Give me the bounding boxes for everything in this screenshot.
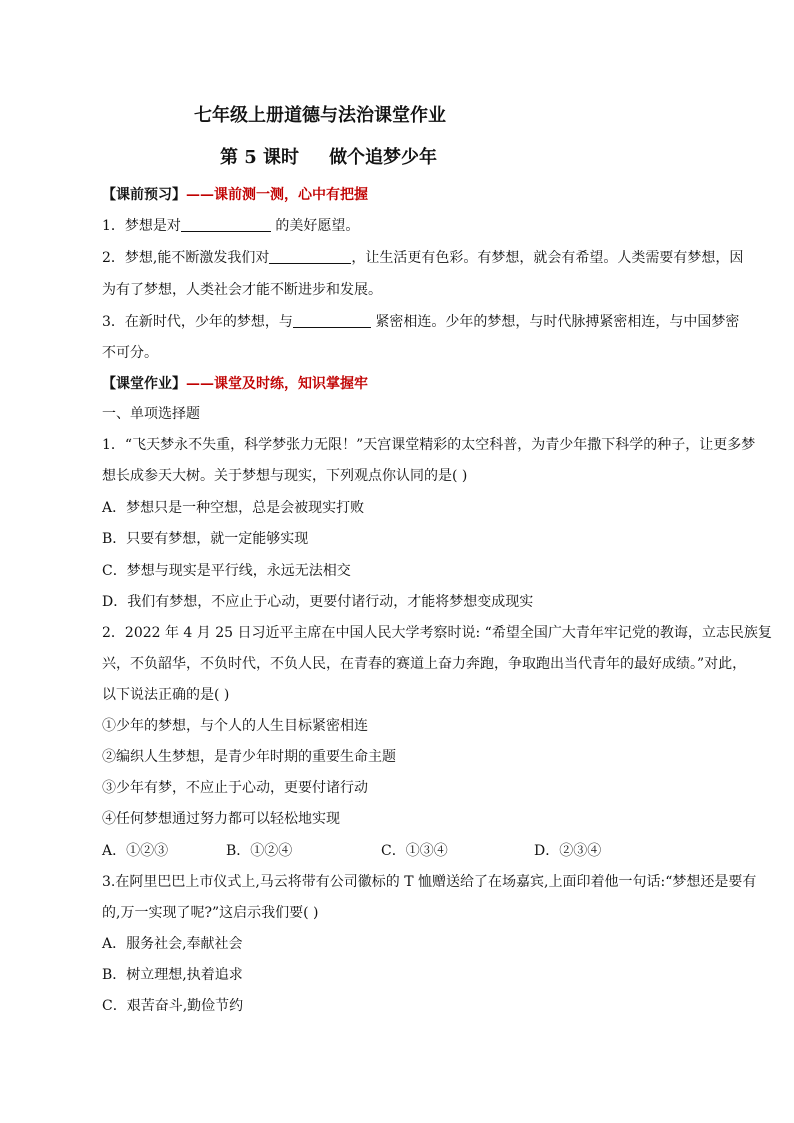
q2-option-b[interactable]: B．①②④ (226, 843, 293, 859)
preview-q3-text-cont: 紧密相连。少年的梦想，与时代脉搏紧密相连，与中国梦密 (370, 314, 740, 330)
q2-statement-3: ③少年有梦，不应止于心动，更要付诸行动 (102, 780, 368, 796)
q1-stem-line1: 1．“飞天梦永不失重，科学梦张力无限！”天宫课堂精彩的太空科普，为青少年撒下科学的种子，让更多梦 (102, 437, 756, 453)
q3-option-c[interactable]: C．艰苦奋斗,勤俭节约 (102, 998, 244, 1014)
preview-q1-text-end: 的美好愿望。 (270, 218, 360, 234)
preview-question-1 (102, 216, 359, 236)
preview-question-2-line1 (102, 248, 743, 268)
q3-option-a[interactable]: A．服务社会,奉献社会 (102, 936, 243, 952)
q1-option-a[interactable]: A．梦想只是一种空想，总是会被现实打败 (102, 500, 365, 516)
q2-stem-line2: 兴，不负韶华，不负时代，不负人民，在青春的赛道上奋力奔跑，争取跑出当代青年的最好成绩。”对此， (102, 656, 747, 672)
preview-q3-text: 3．在新时代，少年的梦想，与 (102, 314, 293, 330)
q2-options-row (102, 841, 662, 861)
q1-option-b[interactable]: B．只要有梦想，就一定能够实现 (102, 531, 309, 547)
preview-q3-blank[interactable] (293, 312, 371, 328)
preview-question-3-line1 (102, 312, 739, 332)
q2-stem-line3: 以下说法正确的是( ) (102, 687, 230, 703)
preview-heading-label: 【课前预习】 (102, 187, 186, 203)
classwork-subheading: ——课堂及时练，知识掌握牢 (186, 376, 368, 392)
preview-question-2-line2: 为有了梦想，人类社会才能不断进步和发展。 (102, 282, 382, 298)
preview-subheading: ——课前测一测，心中有把握 (186, 187, 368, 203)
q3-stem-line1: 3.在阿里巴巴上市仪式上,马云将带有公司徽标的 T 恤赠送给了在场嘉宾,上面印着他一句话:“梦想还是要有 (102, 874, 757, 890)
preview-q1-text: 1．梦想是对 (102, 218, 181, 234)
preview-q1-blank[interactable] (181, 216, 271, 232)
preview-q2-blank[interactable] (269, 248, 351, 264)
q2-option-a[interactable]: A．①②③ (102, 843, 169, 859)
q2-statement-2: ②编织人生梦想，是青少年时期的重要生命主题 (102, 749, 396, 765)
q1-option-d[interactable]: D．我们有梦想，不应止于心动，更要付诸行动，才能将梦想变成现实 (102, 594, 534, 610)
q2-option-c[interactable]: C．①③④ (381, 843, 448, 859)
q2-statement-4: ④任何梦想通过努力都可以轻松地实现 (102, 811, 340, 827)
preview-q2-text-cont: ，让生活更有色彩。有梦想，就会有希望。人类需要有梦想，因 (351, 250, 744, 266)
preview-question-3-line2: 不可分。 (102, 345, 158, 361)
document-title: 七年级上册道德与法治课堂作业 (194, 105, 446, 126)
q2-option-d[interactable]: D．②③④ (534, 843, 602, 859)
q1-stem-line2: 想长成参天大树。关于梦想与现实，下列观点你认同的是( ) (102, 468, 468, 484)
q1-option-c[interactable]: C．梦想与现实是平行线，永远无法相交 (102, 563, 351, 579)
classwork-heading-label: 【课堂作业】 (102, 376, 186, 392)
preview-q2-text: 2．梦想,能不断激发我们对 (102, 250, 270, 266)
classwork-section-heading (102, 374, 368, 394)
q3-stem-line2: 的,万一实现了呢?”这启示我们要( ) (102, 905, 319, 921)
q2-statement-1: ①少年的梦想，与个人的人生目标紧密相连 (102, 718, 368, 734)
preview-section-heading (102, 185, 368, 205)
part-heading: 一、单项选择题 (102, 406, 200, 422)
lesson-number: 第 5 课时 (220, 147, 300, 168)
lesson-heading (220, 146, 437, 170)
q3-option-b[interactable]: B．树立理想,执着追求 (102, 967, 243, 983)
q2-stem-line1: 2．2022 年 4 月 25 日习近平主席在中国人民大学考察时说: “希望全国广大青年牢记党的教诲，立志民族复 (102, 625, 772, 641)
lesson-title: 做个追梦少年 (329, 147, 438, 168)
